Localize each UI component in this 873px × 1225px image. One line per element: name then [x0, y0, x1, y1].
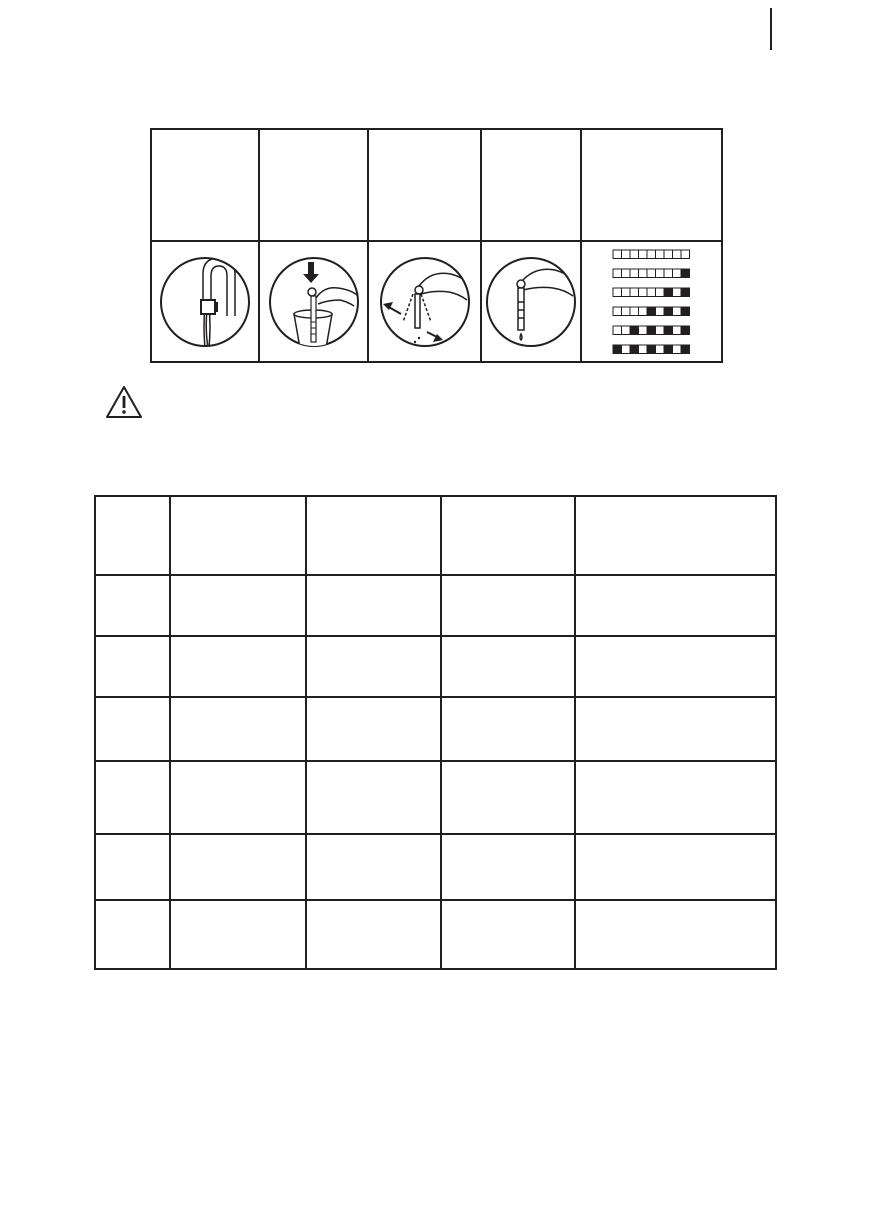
strip-pad-empty [664, 269, 673, 278]
warning-triangle-icon [104, 384, 144, 420]
strip-pad-empty [655, 269, 664, 278]
strip-pad-empty [647, 250, 656, 259]
table-cell [575, 834, 776, 900]
strip-pad-empty [621, 288, 630, 297]
strip-pad-empty [638, 345, 647, 354]
strip-pad-filled [647, 307, 656, 316]
table-cell [306, 697, 441, 761]
strip-pad-empty [672, 250, 681, 259]
table-row [95, 636, 776, 697]
step-3-illustration [368, 241, 481, 362]
table-cell [170, 636, 306, 697]
strip-pad-empty [681, 250, 690, 259]
strip-pad-empty [621, 269, 630, 278]
table-cell [441, 900, 575, 969]
strip-pad-filled [647, 345, 656, 354]
strip-pad-empty [621, 345, 630, 354]
steps-illustration-row [151, 241, 722, 362]
step-5-text [581, 129, 722, 241]
step-3-text [368, 129, 481, 241]
strip-pad-empty [664, 250, 673, 259]
table-cell [170, 761, 306, 834]
table-row [95, 697, 776, 761]
table-cell [95, 761, 170, 834]
strip-row [613, 345, 690, 354]
strip-row [613, 307, 690, 316]
step-2-illustration [259, 241, 368, 362]
strip-pad-empty [621, 326, 630, 335]
step-4-illustration [481, 241, 581, 362]
column-header [170, 496, 306, 575]
table-cell [95, 697, 170, 761]
table-cell [170, 834, 306, 900]
test-steps-table [150, 128, 723, 363]
strip-pad-filled [681, 345, 690, 354]
table-cell [441, 697, 575, 761]
strip-pad-filled [681, 288, 690, 297]
strip-pad-filled [681, 307, 690, 316]
step-1-illustration [151, 241, 259, 362]
wait-strip-icon [485, 256, 577, 348]
column-header [306, 496, 441, 575]
strip-pad-empty [655, 326, 664, 335]
strip-pad-filled [613, 345, 622, 354]
table-row [95, 761, 776, 834]
strip-pad-filled [664, 307, 673, 316]
strip-pad-empty [655, 250, 664, 259]
step-5-illustration [581, 241, 722, 362]
strip-pad-empty [672, 288, 681, 297]
strip-pad-empty [638, 288, 647, 297]
strip-pad-empty [655, 288, 664, 297]
shake-strip-icon [379, 256, 471, 348]
table-cell [170, 697, 306, 761]
column-header [575, 496, 776, 575]
strip-pad-filled [630, 345, 639, 354]
steps-header-row [151, 129, 722, 241]
table-cell [575, 900, 776, 969]
strip-pad-empty [630, 269, 639, 278]
table-cell [95, 575, 170, 636]
strip-pad-filled [681, 269, 690, 278]
table-cell [306, 900, 441, 969]
strip-pad-filled [664, 345, 673, 354]
running-tap-icon [159, 256, 251, 348]
table-cell [95, 636, 170, 697]
table-header-row [95, 496, 776, 575]
table-cell [170, 575, 306, 636]
strip-pad-empty [613, 326, 622, 335]
table-cell [306, 636, 441, 697]
step-2-text [259, 129, 368, 241]
strip-pad-empty [613, 307, 622, 316]
strip-pad-filled [681, 326, 690, 335]
strip-row [613, 288, 690, 297]
table-cell [575, 636, 776, 697]
table-row [95, 900, 776, 969]
table-cell [306, 834, 441, 900]
strip-color-chart-icon [610, 246, 694, 358]
table-cell [441, 575, 575, 636]
strip-pad-empty [647, 288, 656, 297]
strip-pad-empty [672, 326, 681, 335]
strip-row [613, 326, 690, 335]
strip-pad-empty [630, 307, 639, 316]
strip-pad-empty [638, 250, 647, 259]
strip-pad-filled [647, 326, 656, 335]
table-cell [575, 697, 776, 761]
table-cell [575, 575, 776, 636]
strip-pad-empty [647, 269, 656, 278]
strip-pad-empty [655, 345, 664, 354]
warning-note [104, 384, 144, 420]
strip-pad-empty [672, 345, 681, 354]
strip-pad-empty [638, 326, 647, 335]
strip-pad-empty [672, 269, 681, 278]
strip-pad-empty [613, 250, 622, 259]
strip-pad-empty [613, 288, 622, 297]
strip-pad-empty [630, 250, 639, 259]
page-edge-rule [770, 8, 772, 50]
step-1-text [151, 129, 259, 241]
strip-pad-empty [621, 307, 630, 316]
strip-pad-empty [630, 288, 639, 297]
dip-strip-in-glass-icon [268, 256, 360, 348]
table-cell [306, 761, 441, 834]
table-cell [306, 575, 441, 636]
table-cell [441, 834, 575, 900]
water-hardness-table [94, 495, 777, 970]
table-cell [170, 900, 306, 969]
table-cell [441, 761, 575, 834]
strip-pad-empty [672, 307, 681, 316]
column-header [95, 496, 170, 575]
strip-pad-empty [638, 269, 647, 278]
strip-pad-empty [638, 307, 647, 316]
strip-row [613, 269, 690, 278]
table-cell [575, 761, 776, 834]
strip-pad-empty [613, 269, 622, 278]
strip-pad-filled [664, 288, 673, 297]
strip-pad-filled [630, 326, 639, 335]
table-row [95, 575, 776, 636]
table-cell [95, 834, 170, 900]
table-cell [95, 900, 170, 969]
strip-pad-filled [664, 326, 673, 335]
strip-row [613, 250, 690, 259]
table-row [95, 834, 776, 900]
column-header [441, 496, 575, 575]
step-4-text [481, 129, 581, 241]
strip-pad-empty [621, 250, 630, 259]
table-cell [441, 636, 575, 697]
strip-pad-empty [655, 307, 664, 316]
